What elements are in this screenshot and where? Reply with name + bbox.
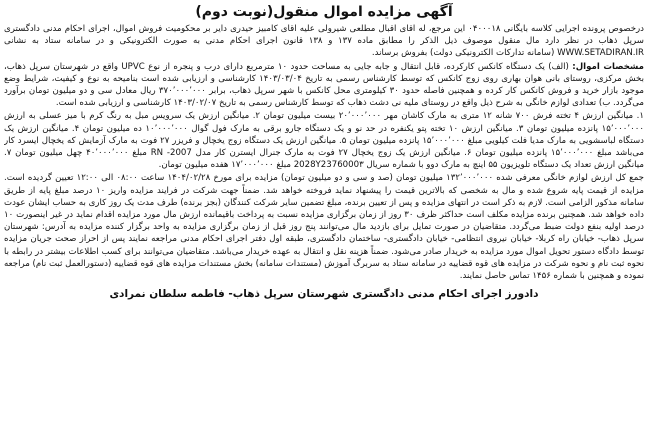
notice-intro: درخصوص پرونده اجرایی کلاسه بایگانی ۰۴۰۰۰۱۸ این مرجع، له اقای اقبال مطلعی شیرولی علیه اقای کامبیز حیدری دایر بر محکومیت فروش اموال، اجرای احکام مدنی دادگستری سرپل ذهاب در نظر دارد مال منقول موصوف ذیل الذکر را مطابق ماده ۱۳۷ و ۱۳۸ قانون اجرای احکام مدنی به صورت الکترونیکی و در سامانه ستاد به نشانی WWW.SETADIRAN.IR (سامانه تدارکات الکترونیکی دولت) بفروش برساند. bbox=[4, 24, 644, 59]
notice-signature: دادورز اجرای احکام مدنی دادگستری شهرستان سرپل ذهاب- فاطمه سلطان نمرادی bbox=[109, 288, 539, 301]
property-specs-paragraph bbox=[4, 61, 644, 110]
property-specs-text: (الف) یک دستگاه کانکس کارکرده، قابل انتقال و جابه جایی به مساحت حدود ۱۰ مترمربع دارای درب و پنجره از نوع UPVC واقع در شهرستان سرپل ذهاب، بخش مرکزی، روستای بانی هوان بهاری روی زوج کانکس که توسط کارشناس رسمی به تاریخ ۱۴۰۳/۰۳/۰۴ کارشناسی و ارزیابی شده است بنامیحه به نوع و کیفیت، شرایط وضع موجود بازار خرید و فروش کانکس کار کرده و همچنین فاصله حدود ۳۰ کیلومتری محل کانکس با شهر سرپل ذهاب، برابر ۳۷۰٬۰۰۰٬۰۰۰ ریال معادل سی و دو میلیون تومان برآورد می‌گردد. ب) تعدادی لوازم خانگی به شرح ذیل واقع در روستای ملیه نی دشت ذهاب که توسط کارشناس رسمی به تاریخ ۱۴۰۳/۰۲/۰۷ کارشناسی و ارزیابی شده است. bbox=[4, 61, 644, 109]
notice-title: آگهی مزایده اموال منقول(نوبت دوم) bbox=[195, 4, 453, 20]
property-specs-label: مشخصات اموال: bbox=[572, 61, 644, 72]
auction-terms: جمع کل ارزش لوازم خانگی معرفی شده ۱۳۲٬۰۰۰٬۰۰۰ میلیون تومان (صد و سی و دو میلیون تومان) مزایده برای مورخ ۱۴۰۴/۰۲/۲۸ ساعت ۰۸:۰۰ الی ۱۲:۰۰ تعیین گردیده است. مزایده از قیمت پایه شروع شده و مال به شخصی که بالاترین قیمت را پیشنهاد نماید فروخته خواهد شد. ضمناً جهت شرکت در فرایند مزایده واریز ۱۰ درصد مبلغ پایه از طریق سامانه مذکور الزامی است. لازم به ذکر است در انتهای مزایده و پس از تعیین برنده، مبلغ تضمین سایر شرکت کنندگان (بجز برنده) طرف مدت یک روز کاری به حساب ایشان عودت داده خواهد شد. همچنین برنده مزایده مکلف است حداکثر ظرف ۳۰ روز از زمان برگزاری مزایده نسبت به پرداخت باقیمانده ارزش مال مورد مزایده اقدام نماید در غیر اینصورت ۱۰ درصد اولیه بنفع دولت ضبط می‌گردد. متقاضیان در صورت تمایل برای بازدید مال می‌توانند پنج روز قبل از زمان برگزاری مزایده به واحد برگزار کننده مزایده به آدرس: شهرستان سرپل ذهاب- خیابان راه کربلا- خیابان نیروی انتظامی- خیابان دادگستری- ساختمان دادگستری، طبقه اول دفتر اجرای احکام مدنی مراجعه نمایند پس از احراز صحت جریان مزایده توسط دادگاه دستور تحویل اموال مورد مزایده به خریدار صادر می‌شود. ضمناً هزینه نقل و انتقال به عهده خریدار می‌باشد. متقاضیان می‌توانند برای کسب اطلاعات بیشتر در رابطه با نحوه ثبت نام و نحوه شرکت در مزایده های قوه قضاییه در سامانه ستاد به سربرگ آموزش (مستندات سامانه) بخش مستندات مزایده های قوه قضاییه (دستورالعمل ثبت نام) مراجعه نموده و همچنین با شماره ۱۴۵۶ تماس حاصل نمایند. bbox=[4, 173, 644, 282]
auction-notice bbox=[4, 3, 644, 433]
household-items-list: ۱. میانگین ارزش ۴ تخته فرش ۷۰۰ شانه ۱۲ متری به مارک کاشان مهر ۲۰٬۰۰۰٬۰۰۰ بیست میلیون تومان ۲. میانگین ارزش یک سرویس مبل به رنگ کرم با میز عسلی به ارزش ۱۵٬۰۰۰٬۰۰۰ پانزده میلیون تومان ۳. میانگین ارزش ۱۰ تخته پتو یکنفره در حد نو و یک دستگاه جارو برقی به مارک فول گوال ۱۰٬۰۰۰٬۰۰۰ ده میلیون تومان ۴. میانگین ارزش یک دستگاه لباسشویی به مارک مدیا فلت کیلویی مبلغ ۱۵٬۰۰۰٬۰۰۰ پانزده میلیون تومان ۵. میانگین ارزش یک دستگاه زوج یخچال و فریزر ۲۷ فوت به مارک آزمایش که یخچال ایسرد کار می‌باشد مبلغ ۱۵٬۰۰۰٬۰۰۰ پانزده میلیون تومان ۶. میانگین ارزش یک زوج یخچال ۲۷ فوت به مارک جنرال ایسترن کار مدل 2007- RN مبلغ ۴۰٬۰۰۰٬۰۰۰ چهل میلیون تومان ۷. میانگین ارزش تعداد یک دستگاه تلویزیون ۵۵ اینچ به مارک دوو با شماره سریال 2028Y2376000۳ مبلغ ۱۷٬۰۰۰٬۰۰۰ هفده میلیون تومان. bbox=[4, 111, 644, 171]
